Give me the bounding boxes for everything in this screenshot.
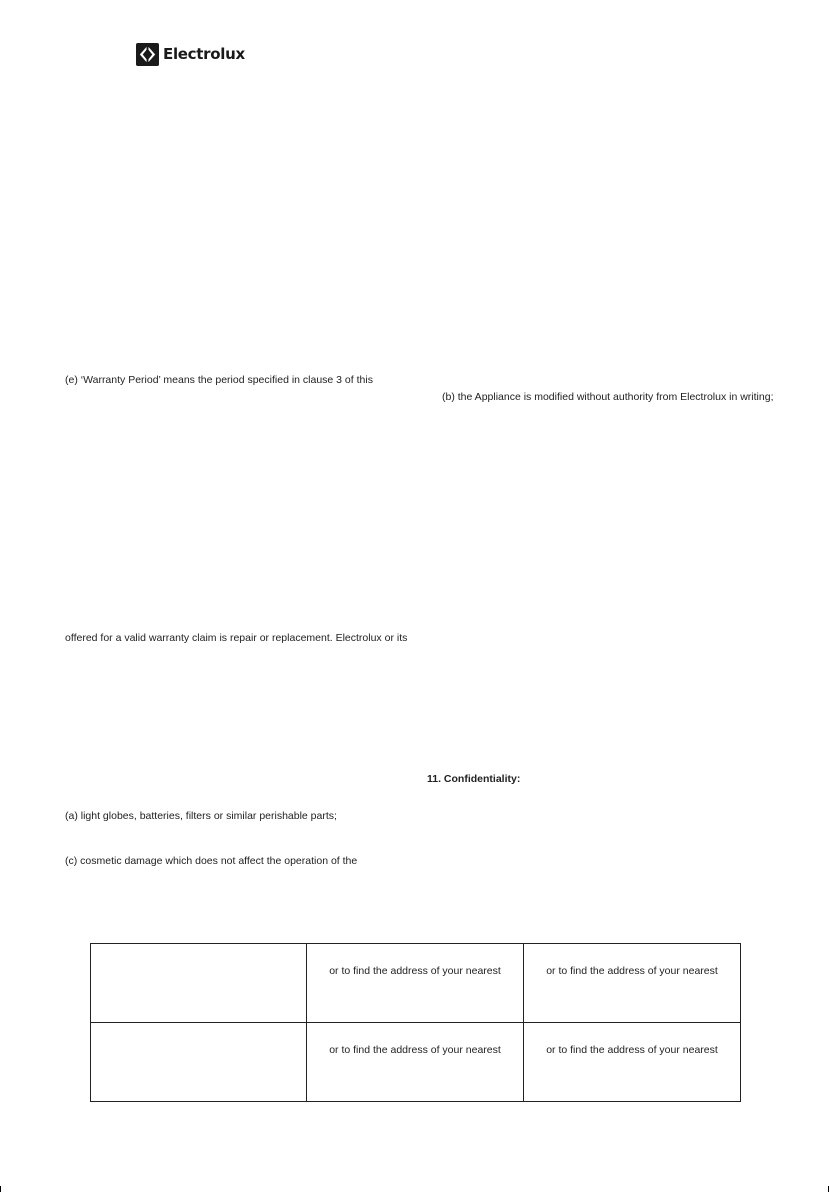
table-cell [91, 944, 307, 1023]
remedy-text: offered for a valid warranty claim is repair or replacement. Electrolux or its [65, 632, 408, 644]
table-row [91, 1023, 741, 1102]
section-heading-confidentiality: 11. Confidentiality: [427, 773, 521, 785]
table-cell: or to find the address of your nearest [307, 1023, 524, 1102]
exclusion-item-a: (a) light globes, batteries, filters or similar perishable parts; [65, 810, 337, 822]
electrolux-logo-icon [136, 43, 159, 66]
table-row [91, 944, 741, 1023]
electrolux-logo [136, 41, 245, 67]
table-cell: or to find the address of your nearest [524, 944, 741, 1023]
definition-warranty-period: (e) ‘Warranty Period’ means the period specified in clause 3 of this [65, 374, 373, 386]
table-cell [91, 1023, 307, 1102]
contact-table [90, 943, 741, 1102]
exclusion-item-b: (b) the Appliance is modified without authority from Electrolux in writing; [442, 391, 774, 403]
table-cell: or to find the address of your nearest [307, 944, 524, 1023]
exclusion-item-c: (c) cosmetic damage which does not affect the operation of the [65, 855, 358, 867]
crop-mark [0, 1186, 1, 1192]
brand-name: Electrolux [163, 45, 245, 63]
table-cell: or to find the address of your nearest [524, 1023, 741, 1102]
